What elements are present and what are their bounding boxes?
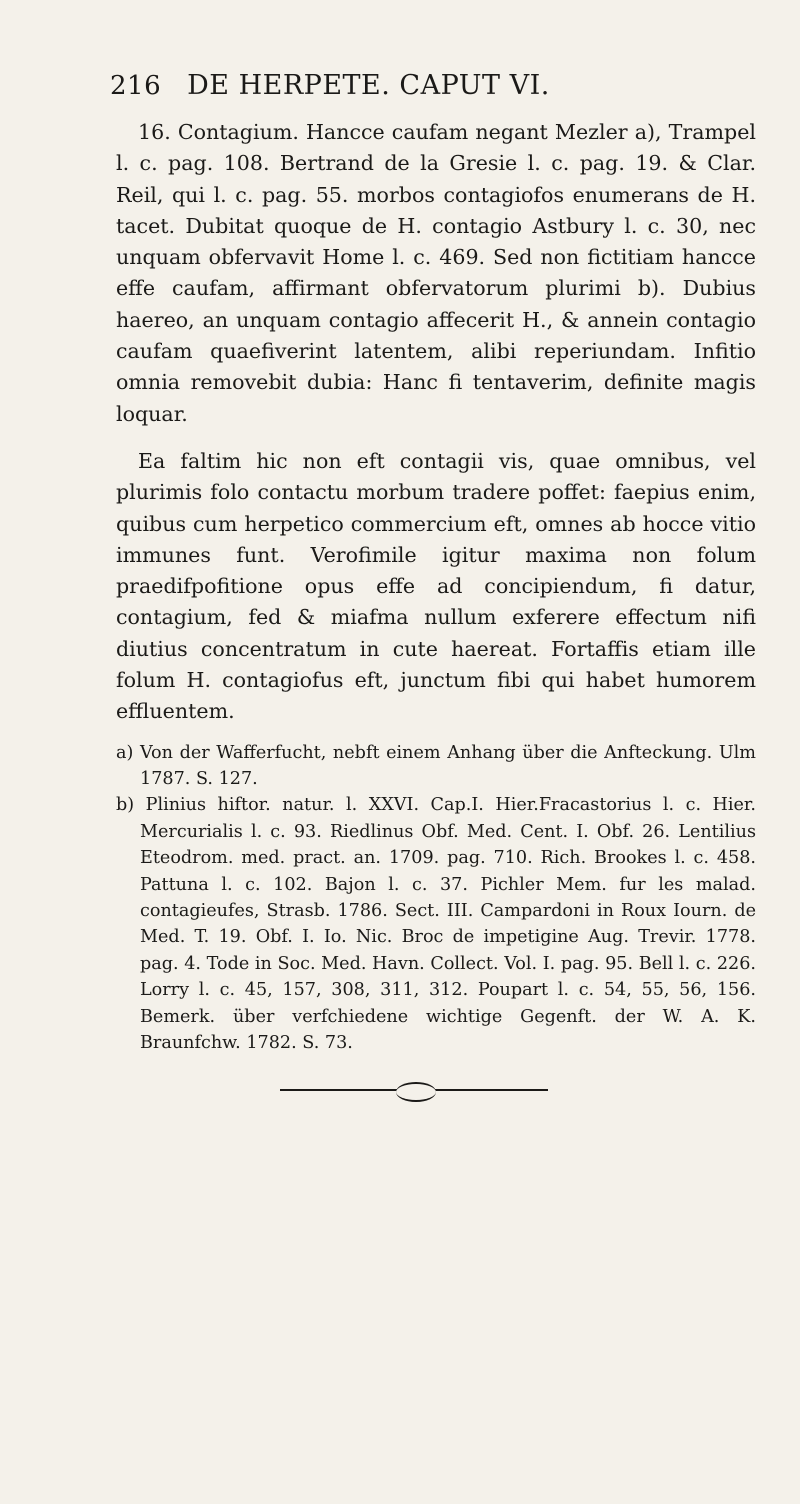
footnote-a: a) Von der Wafferfucht, nebft einem Anhang über die Anfteckung. Ulm 1787. S. 127. xyxy=(116,742,756,790)
paragraph-contagium: 16. Contagium. Hancce caufam negant Mezler a), Trampel l. c. pag. 108. Bertrand de la Gresie l. c. pag. 19. & Clar. Reil, qui l. c. pag. 55. morbos contagiofos enumerans de H. tacet. Dubitat quoque de H. contagio Astbury l. c. 30, nec unquam obfervavit Home l. c. 469. Sed non fictitiam hancce effe caufam, affirmant obfervatorum plurimi b). Dubius haereo, an unquam contagio affecerit H., & annein contagio caufam quaefiverint latentem, alibi reperiundam. Infitio omnia removebit dubia: Hanc fi tentaverim, definite magis loquar. xyxy=(116,120,756,426)
page-number: 216 xyxy=(110,71,162,101)
ornamental-rule xyxy=(274,1081,554,1099)
running-header xyxy=(110,70,764,101)
footnotes xyxy=(116,740,756,1057)
main-text xyxy=(116,117,756,728)
footnote-b: b) Plinius hiftor. natur. l. XXVI. Cap.I. Hier.Fracastorius l. c. Hier. Mercurialis l. c. 93. Riedlinus Obf. Med. Cent. I. Obf. 26. Lentilius Eteodrom. med. pract. an. 1709. pag. 710. Rich. Brookes l. c. 458. Pattuna l. c. 102. Bajon l. c. 37. Pichler Mem. fur les malad. contagieufes, Strasb. 1786. Sect. III. Campardoni in Roux Iourn. de Med. T. 19. Obf. I. Io. Nic. Broc de impetigine Aug. Trevir. 1778. pag. 4. Tode in Soc. Med. Havn. Collect. Vol. I. pag. 95. Bell l. c. 226. Lorry l. c. 45, 157, 308, 311, 312. Poupart l. c. 54, 55, 56, 156. Bemerk. über verfchiedene wichtige Gegenft. der W. A. K. Braunfchw. 1782. S. 73. xyxy=(116,795,756,1054)
running-title: DE HERPETE. CAPUT VI. xyxy=(187,70,550,101)
paragraph-contagii-vis: Ea faltim hic non eft contagii vis, quae omnibus, vel plurimis folo contactu morbum tradere poffet: faepius enim, quibus cum herpetico commercium eft, omnes ab hocce vitio immunes funt. Verofimile igitur maxima non folum praedifpofitione opus effe ad concipiendum, fi datur, contagium, fed & miafma nullum exferere effectum nifi diutius concentratum in cute haereat. Fortaffis etiam ille folum H. contagiofus eft, junctum fibi qui habet humorem effluentem. xyxy=(116,448,756,724)
book-page xyxy=(64,70,764,1099)
